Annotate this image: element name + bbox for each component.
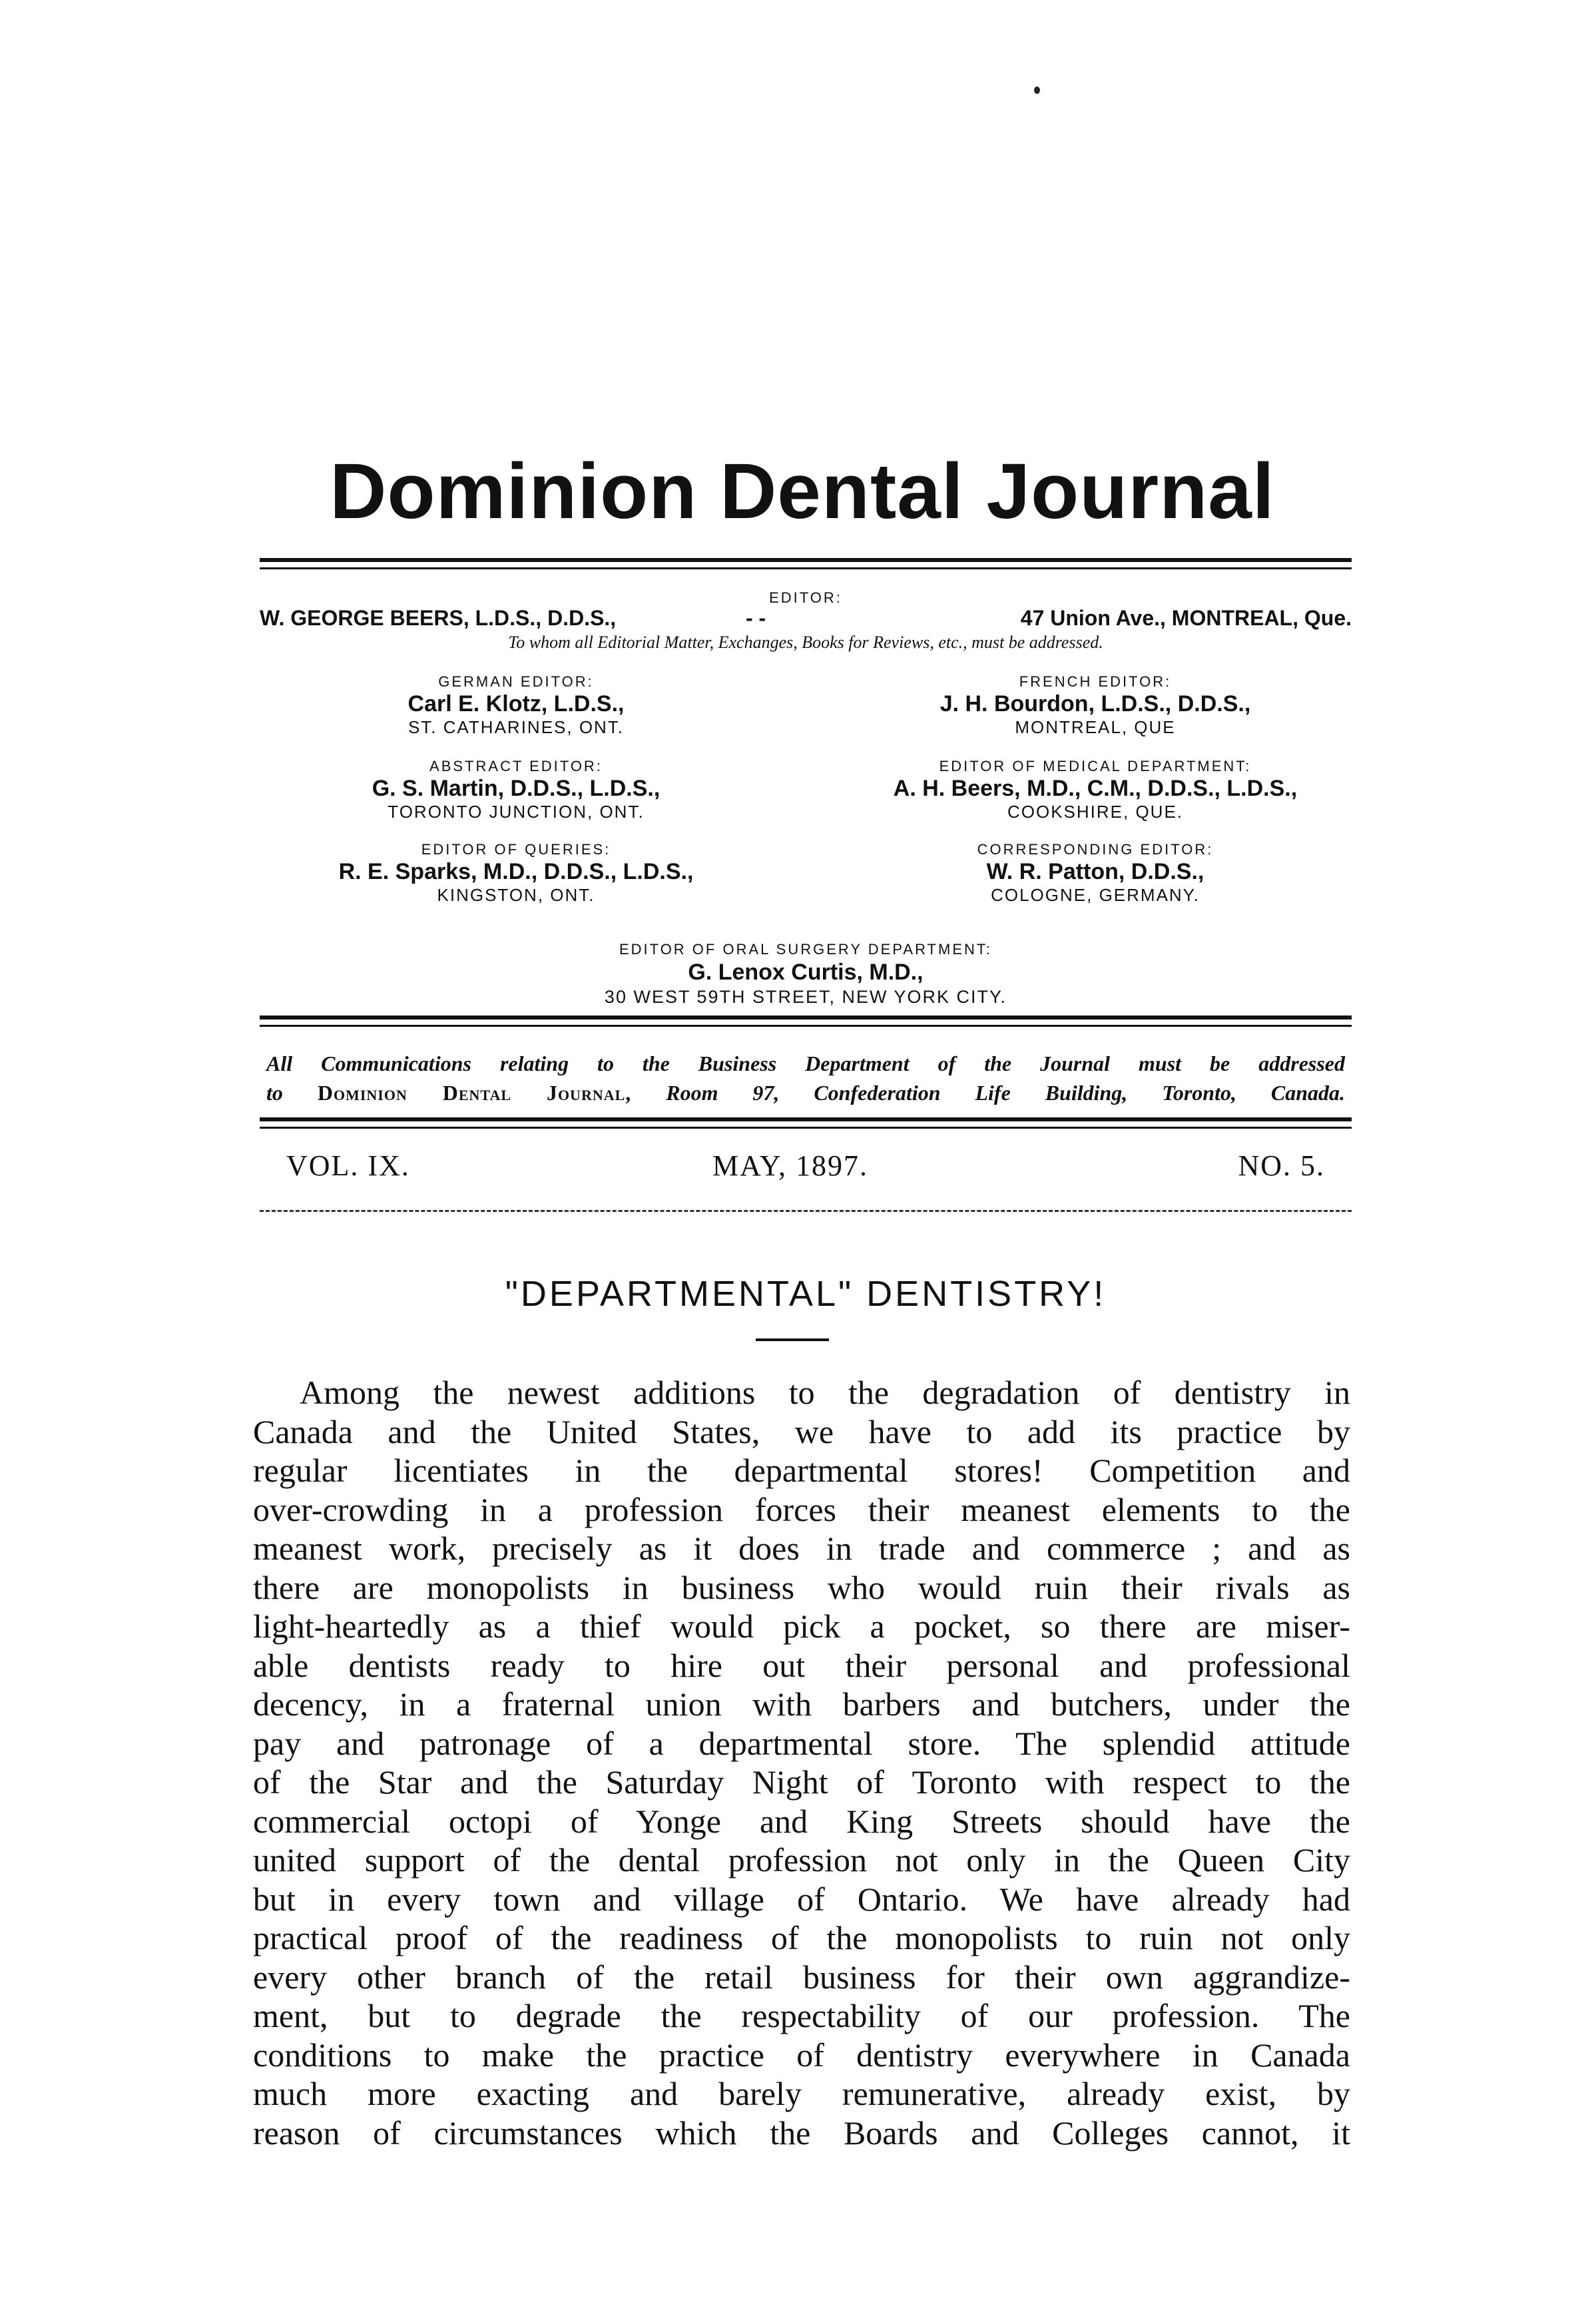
queries-editor-name: R. E. Sparks, M.D., D.D.S., L.D.S., — [338, 859, 694, 884]
masthead-rule-top — [260, 558, 1352, 562]
business-note-line1: All Communications relating to the Business Department of the Journal must be addressed — [266, 1051, 1345, 1075]
article-line-5: meanest work, precisely as it does in trade and commerce ; and as — [253, 1530, 1350, 1567]
editor-line — [260, 606, 1352, 633]
masthead-rule-bottom — [260, 567, 1352, 569]
article-title: "DEPARTMENTAL" DENTISTRY! — [505, 1274, 1107, 1314]
article-line-9: decency, in a fraternal union with barbers and butchers, under the — [253, 1685, 1350, 1723]
corresponding-editor-label: CORRESPONDING EDITOR: — [977, 841, 1214, 858]
queries-editor-block — [263, 840, 769, 906]
abstract-editor-label: ABSTRACT EDITOR: — [429, 758, 603, 774]
german-editor-name: Carl E. Klotz, L.D.S., — [407, 691, 625, 717]
article-line-15: practical proof of the readiness of the monopolists to ruin not only — [253, 1919, 1350, 1956]
article-line-16: every other branch of the retail business for their own aggrandize- — [253, 1958, 1350, 1996]
oral-surgery-name: G. Lenox Curtis, M.D., — [688, 960, 924, 985]
oral-surgery-label: EDITOR OF ORAL SURGERY DEPARTMENT: — [619, 941, 992, 958]
article-line-18: conditions to make the practice of dentistry everywhere in Canada — [253, 2036, 1350, 2074]
article-line-1: Among the newest additions to the degradation of dentistry in — [300, 1374, 1350, 1411]
issue-line — [266, 1149, 1345, 1189]
article-title-rule — [756, 1338, 829, 1341]
medical-editor-block — [842, 757, 1348, 822]
editors-rule-bottom — [260, 1025, 1352, 1027]
business-note-journal: Dominion Dental Journal, — [317, 1081, 632, 1105]
corresponding-editor-place: COLOGNE, GERMANY. — [991, 885, 1200, 905]
article-line-10: pay and patronage of a departmental store. The splendid attitude — [253, 1724, 1350, 1762]
german-editor-label: GERMAN EDITOR: — [438, 673, 594, 690]
editor-address: 47 Union Ave., MONTREAL, Que. — [1020, 606, 1352, 630]
editor-dash: - - — [746, 606, 766, 630]
editor-label: EDITOR: — [769, 589, 842, 606]
business-rule-top — [260, 1117, 1352, 1121]
queries-editor-label: EDITOR OF QUERIES: — [421, 841, 611, 858]
article-line-4: over-crowding in a profession forces their meanest elements to the — [253, 1490, 1350, 1528]
french-editor-block — [842, 673, 1348, 738]
editor-note: To whom all Editorial Matter, Exchanges, Books for Reviews, etc., must be addressed. — [508, 633, 1103, 652]
corresponding-editor-name: W. R. Patton, D.D.S., — [986, 859, 1204, 884]
oral-surgery-editor-block — [260, 940, 1352, 1008]
issue-date: MAY, 1897. — [712, 1149, 868, 1182]
article-line-13: united support of the dental profession not only in the Queen City — [253, 1841, 1350, 1879]
business-note-address: Room 97, Confederation Life Building, Toronto, Canada. — [666, 1081, 1346, 1105]
german-editor-block — [263, 673, 769, 738]
oral-surgery-address: 30 WEST 59TH STREET, NEW YORK CITY. — [604, 987, 1007, 1007]
article-line-11: of the Star and the Saturday Night of Toronto with respect to the — [253, 1763, 1350, 1801]
article-line-19: much more exacting and barely remunerative, already exist, by — [253, 2075, 1350, 2112]
article-line-3: regular licentiates in the departmental stores! Competition and — [253, 1452, 1350, 1489]
issue-volume: VOL. IX. — [286, 1149, 410, 1182]
business-note — [266, 1049, 1345, 1107]
printing-speck — [1034, 87, 1040, 94]
article-line-7: light-heartedly as a thief would pick a pocket, so there are miser- — [253, 1607, 1350, 1645]
medical-editor-label: EDITOR OF MEDICAL DEPARTMENT: — [939, 758, 1252, 774]
article-line-2: Canada and the United States, we have to add its practice by — [253, 1412, 1350, 1450]
abstract-editor-name: G. S. Martin, D.D.S., L.D.S., — [372, 776, 661, 801]
french-editor-name: J. H. Bourdon, L.D.S., D.D.S., — [939, 691, 1251, 717]
journal-title: Dominion Dental Journal — [330, 447, 1275, 535]
german-editor-place: ST. CATHARINES, ONT. — [407, 717, 625, 737]
french-editor-label: FRENCH EDITOR: — [1019, 673, 1172, 690]
medical-editor-place: COOKSHIRE, QUE. — [1007, 802, 1184, 822]
article-line-6: there are monopolists in business who would ruin their rivals as — [253, 1568, 1350, 1606]
article-line-14: but in every town and village of Ontario. We have already had — [253, 1880, 1350, 1918]
abstract-editor-place: TORONTO JUNCTION, ONT. — [388, 802, 645, 822]
editor-name: W. GEORGE BEERS, L.D.S., D.D.S., — [260, 606, 617, 630]
business-note-line2 — [266, 1078, 1345, 1107]
corresponding-editor-block — [842, 840, 1348, 906]
medical-editor-name: A. H. Beers, M.D., C.M., D.D.S., L.D.S., — [893, 776, 1298, 801]
article-line-8: able dentists ready to hire out their personal and professional — [253, 1646, 1350, 1684]
article-line-20: reason of circumstances which the Boards and Colleges cannot, it — [253, 2114, 1350, 2152]
queries-editor-place: KINGSTON, ONT. — [437, 885, 595, 905]
article-line-12: commercial octopi of Yonge and King Streets should have the — [253, 1802, 1350, 1840]
article-line-17: ment, but to degrade the respectability of our profession. The — [253, 1997, 1350, 2034]
article-body — [253, 1373, 1350, 2152]
editors-rule-top — [260, 1016, 1352, 1019]
issue-rule — [260, 1210, 1352, 1212]
issue-number: NO. 5. — [1238, 1149, 1325, 1182]
business-note-to: to — [266, 1081, 283, 1105]
french-editor-place: MONTREAL, QUE — [1015, 717, 1176, 737]
abstract-editor-block — [263, 757, 769, 822]
business-rule-bottom — [260, 1127, 1352, 1129]
